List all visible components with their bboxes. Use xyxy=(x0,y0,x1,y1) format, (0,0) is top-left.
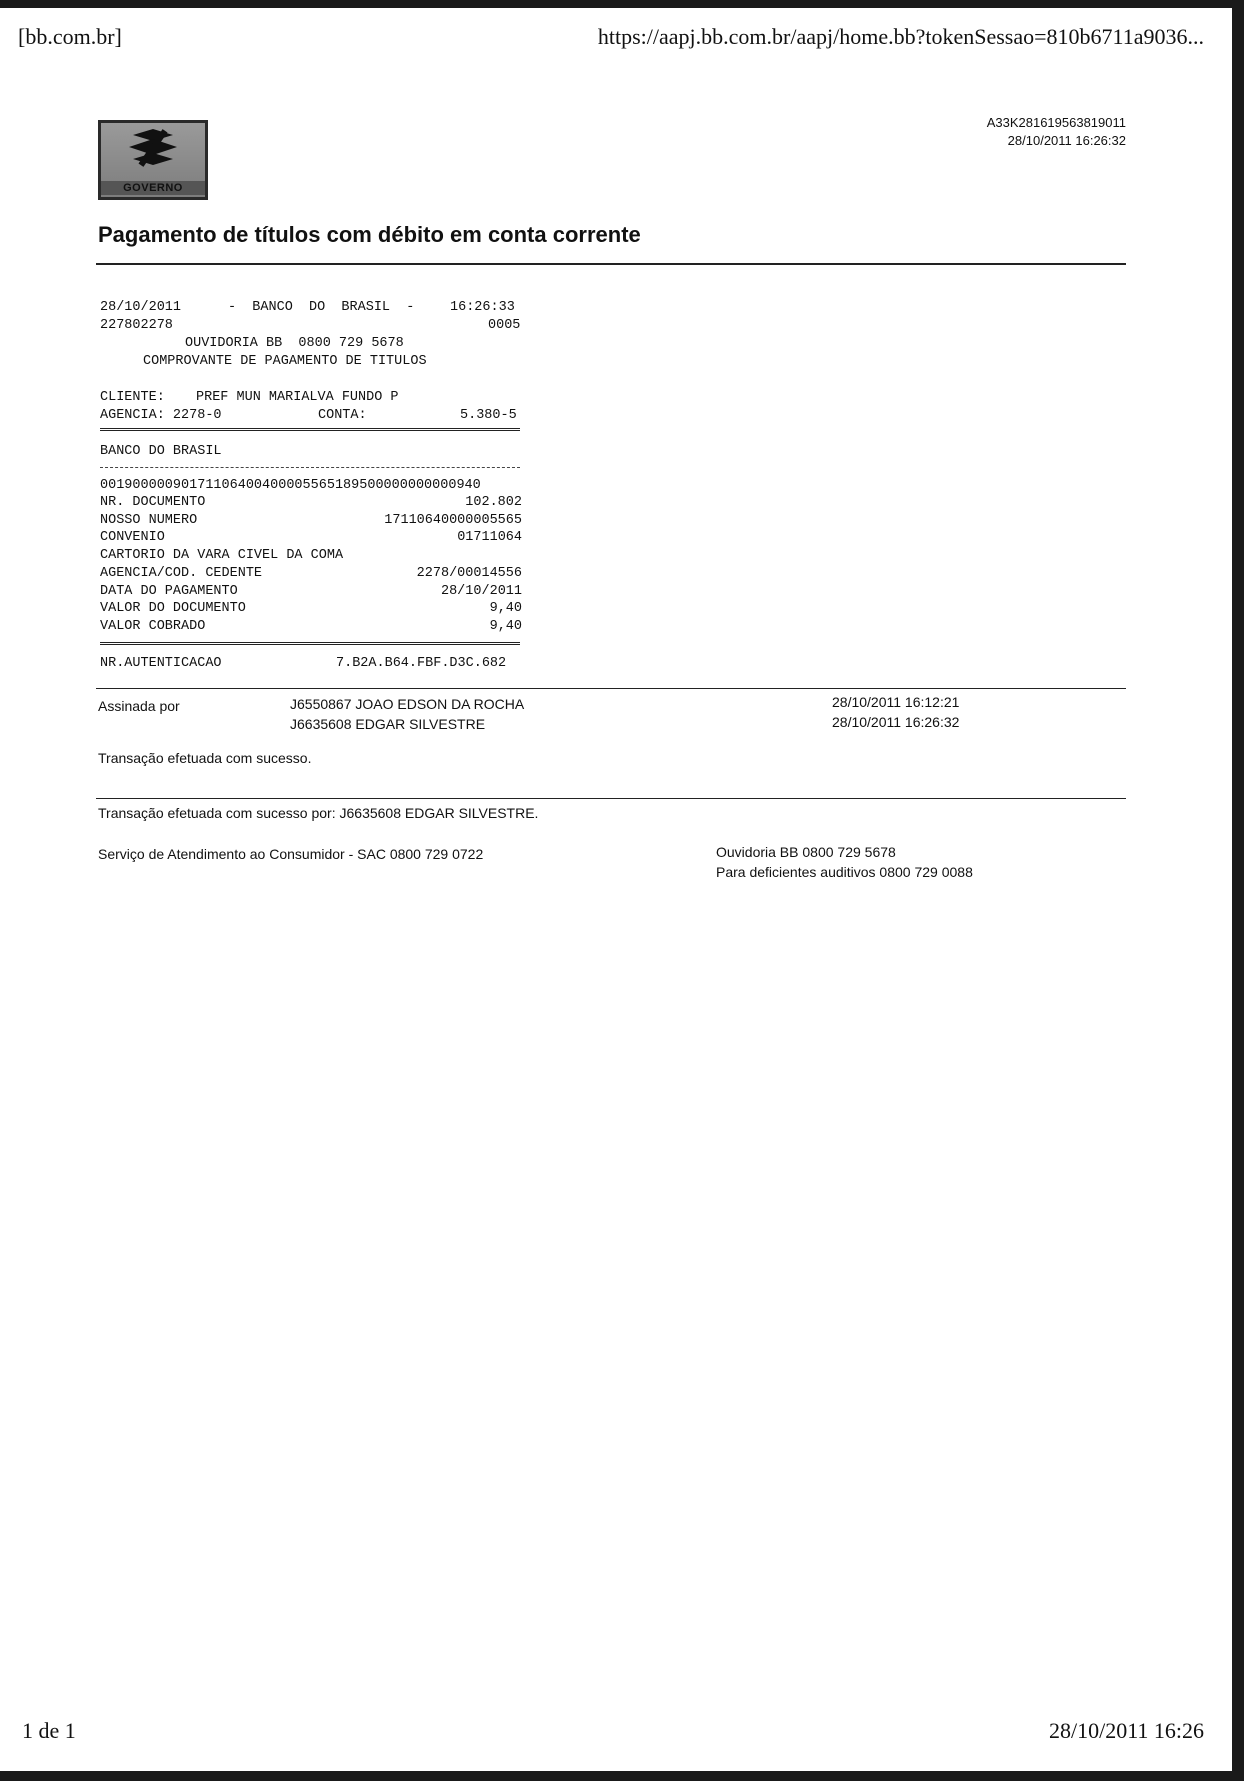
receipt-field-value: 9,40 xyxy=(489,618,522,634)
page-count: 1 de 1 xyxy=(22,1718,76,1743)
receipt-barcode: 00190000090171106400400005565189500000000000940 xyxy=(100,478,481,493)
receipt-field-label: VALOR COBRADO xyxy=(100,618,206,634)
receipt-bank-header: - BANCO DO BRASIL - xyxy=(228,300,415,315)
receipt-auth-label: NR.AUTENTICACAO xyxy=(100,656,222,671)
title-divider xyxy=(96,263,1126,265)
receipt-field-label: DATA DO PAGAMENTO xyxy=(100,583,238,599)
receipt-separator xyxy=(100,467,520,468)
receipt-date: 28/10/2011 xyxy=(100,300,182,315)
receipt-auth-value: 7.B2A.B64.FBF.D3C.682 xyxy=(336,656,507,671)
page-title: Pagamento de títulos com débito em conta corrente xyxy=(98,222,641,247)
receipt-doc-title: COMPROVANTE DE PAGAMENTO DE TITULOS xyxy=(143,354,427,369)
ouvidoria-contact: Ouvidoria BB 0800 729 5678 xyxy=(716,844,896,860)
signer-name: J6635608 EDGAR SILVESTRE xyxy=(290,716,486,732)
receipt-field-value: 17110640000005565 xyxy=(384,512,522,528)
receipt-agency: AGENCIA: 2278-0 xyxy=(100,408,222,423)
logo-label: GOVERNO xyxy=(101,181,205,195)
receipt-field-label: CONVENIO xyxy=(100,530,165,546)
signer-name: J6550867 JOAO EDSON DA ROCHA xyxy=(290,696,525,712)
reference-datetime: 28/10/2011 16:26:32 xyxy=(1007,133,1126,148)
bb-logo-icon xyxy=(123,127,183,177)
signer-datetime: 28/10/2011 16:12:21 xyxy=(832,694,960,710)
receipt-field-label: NR. DOCUMENTO xyxy=(100,495,206,510)
completed-by: Transação efetuada com sucesso por: J6635608 EDGAR SILVESTRE. xyxy=(98,805,539,821)
receipt-field-value: 9,40 xyxy=(489,601,522,617)
receipt-field-value: 2278/00014556 xyxy=(416,565,522,581)
signature-divider xyxy=(96,688,1126,689)
printed-datetime: 28/10/2011 16:26 xyxy=(1048,1718,1204,1743)
receipt-field-label: AGENCIA/COD. CEDENTE xyxy=(100,565,263,581)
receipt-field-value: 102.802 xyxy=(465,495,522,510)
receipt-field-label: CARTORIO DA VARA CIVEL DA COMA xyxy=(100,548,344,564)
receipt-ombudsman: OUVIDORIA BB 0800 729 5678 xyxy=(185,336,404,351)
receipt-terminal: 227802278 xyxy=(100,318,173,333)
receipt-account-label: CONTA: xyxy=(318,408,367,423)
receipt-time: 16:26:33 xyxy=(450,300,515,315)
receipt-field-value: 01711064 xyxy=(457,530,522,546)
status-message: Transação efetuada com sucesso. xyxy=(98,750,312,766)
receipt-separator xyxy=(100,428,520,431)
sac-contact: Serviço de Atendimento ao Consumidor - SAC 0800 729 0722 xyxy=(98,846,484,862)
receipt-field-label: NOSSO NUMERO xyxy=(100,512,198,528)
signer-datetime: 28/10/2011 16:26:32 xyxy=(832,714,960,730)
bb-governo-logo xyxy=(98,120,208,200)
receipt-seq: 0005 xyxy=(488,318,521,333)
reference-code: A33K281619563819011 xyxy=(986,115,1126,130)
receipt-bank-name: BANCO DO BRASIL xyxy=(100,444,222,459)
receipt-client-label: CLIENTE: xyxy=(100,390,165,405)
receipt-separator xyxy=(100,642,520,645)
browser-site-label: [bb.com.br] xyxy=(18,24,122,49)
signed-by-label: Assinada por xyxy=(98,698,180,714)
receipt-account-value: 5.380-5 xyxy=(460,408,517,423)
hearing-impaired-contact: Para deficientes auditivos 0800 729 0088 xyxy=(716,864,973,880)
receipt-client-value: PREF MUN MARIALVA FUNDO P xyxy=(196,390,399,405)
completion-divider xyxy=(96,798,1126,799)
receipt-field-value: 28/10/2011 xyxy=(440,583,522,599)
receipt-field-label: VALOR DO DOCUMENTO xyxy=(100,601,246,617)
browser-url[interactable]: https://aapj.bb.com.br/aapj/home.bb?tokenSessao=810b6711a9036... xyxy=(597,24,1204,49)
